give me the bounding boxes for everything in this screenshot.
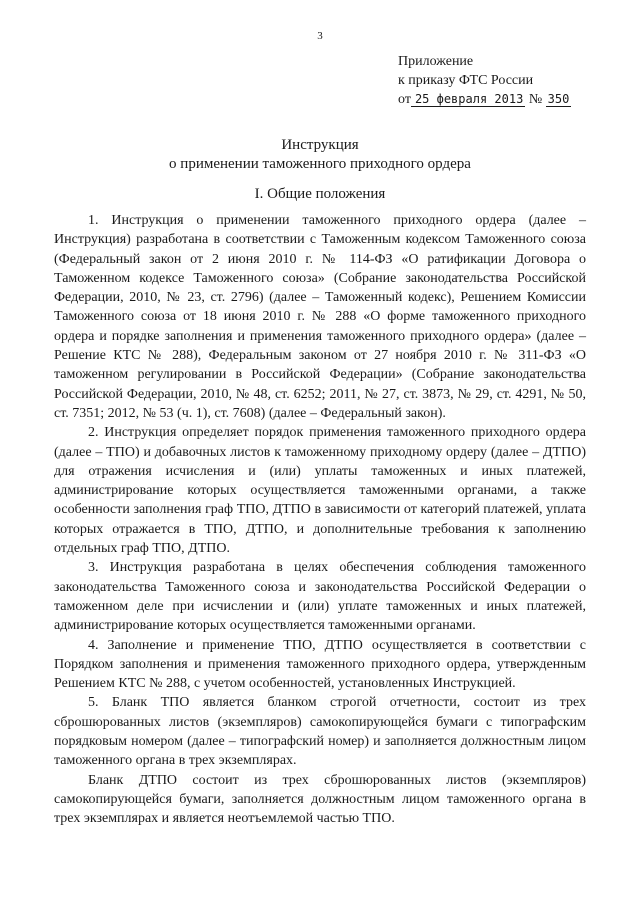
- paragraph-2: 2. Инструкция определяет порядок применения таможенного приходного ордера (далее – ТПО) и добавочных листов к таможенному приходному ордеру (далее – ДТПО) для отражения исчисления и (или) уплаты таможенных и иных платежей, администрирование которых осуществляется таможенными органами, а также особенности заполнения граф ТПО, ДТПО в зависимости от категорий платежей, уплата которых отражается в ТПО, ДТПО, и дополнительные требования к заполнению отдельных граф ТПО, ДТПО.: [54, 425, 586, 557]
- paragraph-5: 5. Бланк ТПО является бланком строгой отчетности, состоит из трех сброшюрованных листов (экземпляров) самокопирующейся бумаги с типографским порядковым номером (далее – типографский номер) и заполняется должностным лицом таможенного органа в трех экземплярах.: [54, 695, 586, 769]
- appendix-date-line: [398, 90, 571, 109]
- number-sign: №: [528, 92, 543, 107]
- section-heading: I. Общие положения: [254, 186, 386, 202]
- document-title: [0, 136, 640, 174]
- page-number: 3: [317, 30, 323, 42]
- paragraph-6: Бланк ДТПО состоит из трех сброшюрованных листов (экземпляров) самокопирующейся бумаги, заполняется должностным лицом таможенного органа в трех экземплярах и является неотъемлемой частью ТПО.: [54, 772, 586, 827]
- appendix-order-reference: к приказу ФТС России: [398, 73, 534, 88]
- date-prefix: от: [398, 92, 411, 107]
- order-number: 350: [547, 92, 570, 106]
- order-date: 25 февраля 2013: [411, 92, 525, 107]
- paragraph-4: 4. Заполнение и применение ТПО, ДТПО осуществляется в соответствии с Порядком заполнения и применения таможенного приходного ордера, утвержденным Решением КТС № 288, с учетом особенностей, установленных Инструкцией.: [54, 637, 586, 692]
- paragraph-1: 1. Инструкция о применении таможенного приходного ордера (далее – Инструкция) разработана в соответствии с Таможенным кодексом Таможенного союза (Федеральный закон от 2 июня 2010 г. № 114-ФЗ «О ратификации Договора о Таможенном кодексе Таможенного союза» (Собрание законодательства Российской Федерации, 2010, № 23, ст. 2796) (далее – Таможенный кодекс), Решением Комиссии Таможенного союза от 18 июня 2010 г. № 288 «О форме таможенного приходного ордера и порядке заполнения и применения таможенного приходного ордера» (далее – Решение КТС № 288), Федеральным законом от 27 ноября 2010 г. № 311-ФЗ «О таможенном регулировании в Российской Федерации» (Собрание законодательства Российской Федерации, 2010, № 48, ст. 6252; 2011, № 27, ст. 3873, № 29, ст. 4291, № 50, ст. 7351; 2012, № 53 (ч. 1), ст. 7608) (далее – Федеральный закон).: [54, 213, 586, 421]
- document-body: [54, 211, 586, 829]
- paragraph-3: 3. Инструкция разработана в целях обеспечения соблюдения таможенного законодательства Таможенного союза и законодательства Российской Федерации о таможенном деле при исчислении и (или) уплате таможенных и иных платежей, администрирование которых осуществляется таможенными органами.: [54, 560, 586, 634]
- appendix-block: [398, 52, 571, 109]
- title-line-1: Инструкция: [281, 137, 359, 153]
- title-line-2: о применении таможенного приходного ордера: [169, 156, 471, 172]
- appendix-label: Приложение: [398, 54, 474, 69]
